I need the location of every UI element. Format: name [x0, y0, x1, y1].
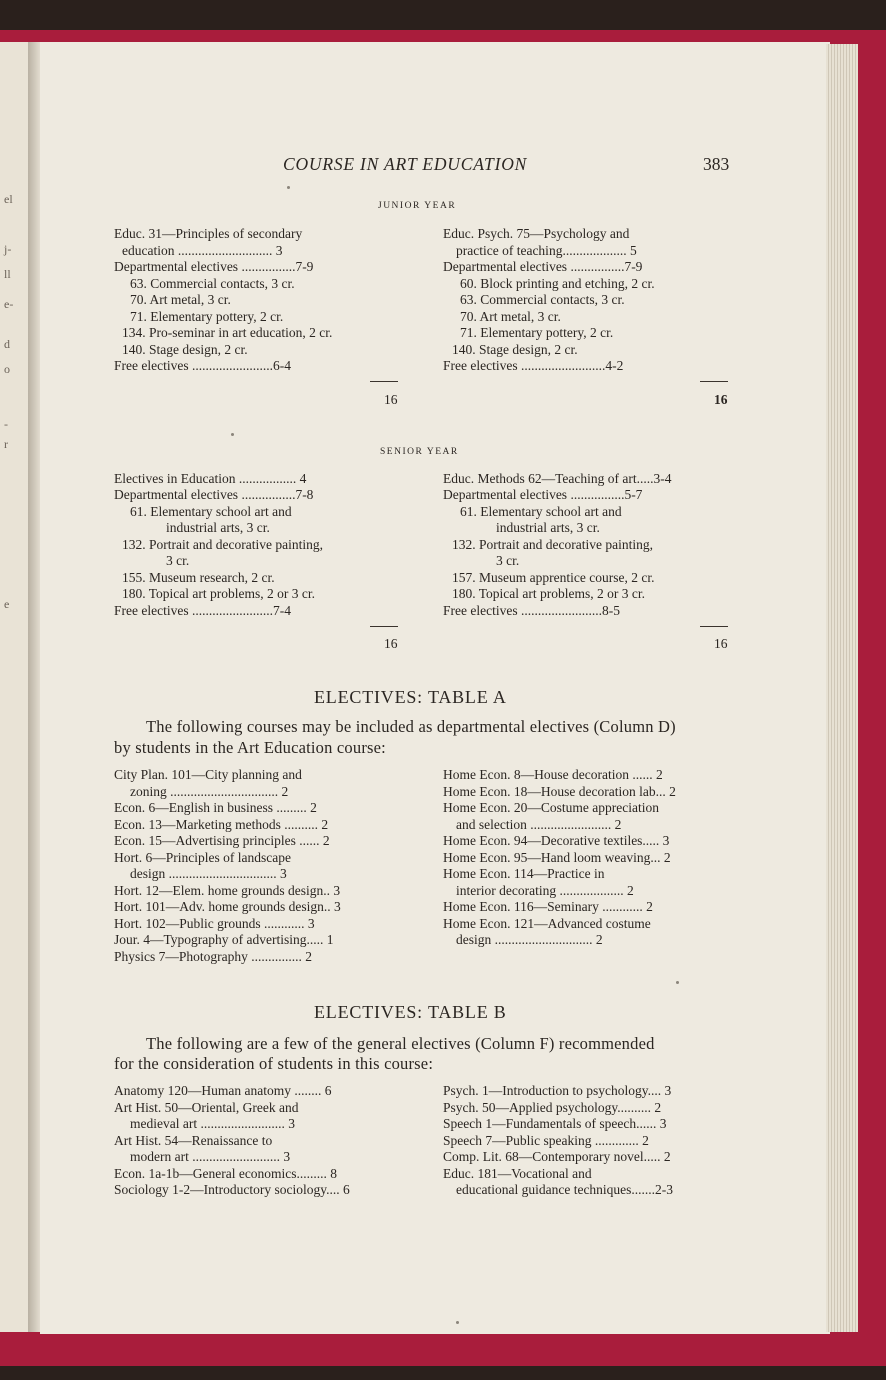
paper-speck: [231, 433, 234, 436]
table-b-left-line: modern art .......................... 3: [130, 1149, 291, 1164]
junior-right-total-rule: [700, 381, 728, 382]
table-a-left-line: Physics 7—Photography ............... 2: [114, 949, 313, 964]
senior-left-line: 61. Elementary school art and: [130, 504, 292, 519]
table-a-left-line: City Plan. 101—City planning and: [114, 767, 302, 782]
junior-left-line: Educ. 31—Principles of secondary: [114, 226, 303, 241]
table-a-right-line: Home Econ. 116—Seminary ............ 2: [443, 899, 653, 914]
senior-left-total-rule: [370, 626, 398, 627]
table-b-left-line: Anatomy 120—Human anatomy ........ 6: [114, 1083, 332, 1098]
junior-left-line: Departmental electives ................7-9: [114, 259, 314, 274]
table-b-left-line: Sociology 1-2—Introductory sociology.... 6: [114, 1182, 350, 1197]
senior-right-line: 157. Museum apprentice course, 2 cr.: [452, 570, 655, 585]
scan-background: [0, 0, 886, 30]
table-a-left-line: Hort. 6—Principles of landscape: [114, 850, 291, 865]
junior-left-line: 71. Elementary pottery, 2 cr.: [130, 309, 284, 324]
senior-right-line: Educ. Methods 62—Teaching of art.....3-4: [443, 471, 672, 486]
table-a-left-line: Econ. 13—Marketing methods .......... 2: [114, 817, 329, 832]
junior-right-line: 71. Elementary pottery, 2 cr.: [460, 325, 614, 340]
scan-background-bottom: [0, 1366, 886, 1380]
table-a-right-line: Home Econ. 8—House decoration ...... 2: [443, 767, 663, 782]
table-b-left-line: Art Hist. 50—Oriental, Greek and: [114, 1100, 299, 1115]
page-stack-edges: [826, 44, 858, 1332]
table-a-heading: ELECTIVES: TABLE A: [314, 687, 507, 707]
table-a-left-line: zoning ................................ 2: [130, 784, 289, 799]
junior-right-line: Free electives .........................4-2: [443, 358, 624, 373]
table-a-right-line: interior decorating ................... 2: [456, 883, 634, 898]
table-b-right-line: Speech 1—Fundamentals of speech...... 3: [443, 1116, 667, 1131]
table-b-right-line: Comp. Lit. 68—Contemporary novel..... 2: [443, 1149, 671, 1164]
senior-left-line: 3 cr.: [166, 553, 190, 568]
junior-left-total-rule: [370, 381, 398, 382]
junior-left-total: 16: [384, 392, 398, 407]
junior-right-line: 140. Stage design, 2 cr.: [452, 342, 578, 357]
junior-left-line: 134. Pro-seminar in art education, 2 cr.: [122, 325, 333, 340]
junior-left-line: 140. Stage design, 2 cr.: [122, 342, 248, 357]
senior-right-line: industrial arts, 3 cr.: [496, 520, 600, 535]
table-b-left-line: medieval art ......................... 3: [130, 1116, 295, 1131]
table-a-left-line: Jour. 4—Typography of advertising..... 1: [114, 932, 334, 947]
senior-left-line: 155. Museum research, 2 cr.: [122, 570, 275, 585]
junior-right-line: practice of teaching................... 5: [456, 243, 637, 258]
table-a-left-line: Econ. 15—Advertising principles ...... 2: [114, 833, 330, 848]
junior-left-line: 70. Art metal, 3 cr.: [130, 292, 231, 307]
senior-left-line: 132. Portrait and decorative painting,: [122, 537, 323, 552]
senior-right-line: 132. Portrait and decorative painting,: [452, 537, 653, 552]
senior-left-line: Departmental electives ................7-8: [114, 487, 314, 502]
table-a-right-line: Home Econ. 18—House decoration lab... 2: [443, 784, 676, 799]
junior-left-line: education ............................ 3: [122, 243, 283, 258]
table-a-left-line: design ................................ 3: [130, 866, 287, 881]
table-b-intro-line: for the consideration of students in this course:: [114, 1054, 434, 1073]
junior-right-total: 16: [714, 392, 728, 407]
table-b-right-line: Speech 7—Public speaking ............. 2: [443, 1133, 649, 1148]
senior-left-line: industrial arts, 3 cr.: [166, 520, 270, 535]
junior-right-line: Educ. Psych. 75—Psychology and: [443, 226, 630, 241]
senior-right-total-rule: [700, 626, 728, 627]
running-head-title: COURSE IN ART EDUCATION: [283, 154, 528, 174]
senior-left-line: 180. Topical art problems, 2 or 3 cr.: [122, 586, 316, 601]
senior-right-line: 3 cr.: [496, 553, 520, 568]
senior-right-line: Departmental electives ................5-7: [443, 487, 643, 502]
senior-year-heading: SENIOR YEAR: [380, 447, 459, 457]
paper-speck: [676, 981, 679, 984]
previous-page-edge: el j- ll e- d o - r e: [0, 42, 28, 1332]
junior-right-line: Departmental electives ................7-9: [443, 259, 643, 274]
junior-year-heading: JUNIOR YEAR: [378, 201, 457, 211]
senior-left-total: 16: [384, 636, 398, 651]
table-a-intro-line: The following courses may be included as departmental electives (Column D): [146, 717, 676, 736]
table-b-right-line: educational guidance techniques.......2-3: [456, 1182, 674, 1197]
paper-speck: [287, 186, 290, 189]
table-a-right-line: Home Econ. 20—Costume appreciation: [443, 800, 659, 815]
table-a-right-line: Home Econ. 121—Advanced costume: [443, 916, 651, 931]
table-a-right-line: and selection ........................ 2: [456, 817, 622, 832]
senior-left-line: Electives in Education ................. 4: [114, 471, 307, 486]
table-b-right-line: Educ. 181—Vocational and: [443, 1166, 592, 1181]
paper-speck: [456, 1321, 459, 1324]
table-b-heading: ELECTIVES: TABLE B: [314, 1002, 507, 1022]
junior-left-line: 63. Commercial contacts, 3 cr.: [130, 276, 295, 291]
table-a-left-line: Econ. 6—English in business ......... 2: [114, 800, 317, 815]
table-a-right-line: Home Econ. 114—Practice in: [443, 866, 605, 881]
table-a-right-line: Home Econ. 94—Decorative textiles..... 3: [443, 833, 670, 848]
table-b-right-line: Psych. 1—Introduction to psychology.... 3: [443, 1083, 672, 1098]
page-gutter-shadow: [28, 42, 40, 1332]
table-a-left-line: Hort. 12—Elem. home grounds design.. 3: [114, 883, 341, 898]
table-b-right-line: Psych. 50—Applied psychology.......... 2: [443, 1100, 662, 1115]
table-a-intro-line: by students in the Art Education course:: [114, 738, 386, 757]
senior-right-total: 16: [714, 636, 728, 651]
senior-left-line: Free electives ........................7-4: [114, 603, 291, 618]
senior-right-line: 61. Elementary school art and: [460, 504, 622, 519]
table-a-left-line: Hort. 102—Public grounds ............ 3: [114, 916, 315, 931]
junior-left-line: Free electives ........................6-4: [114, 358, 291, 373]
table-a-right-line: design ............................. 2: [456, 932, 603, 947]
senior-right-line: Free electives ........................8-5: [443, 603, 620, 618]
page-number: 383: [703, 154, 730, 174]
junior-right-line: 70. Art metal, 3 cr.: [460, 309, 561, 324]
junior-right-line: 63. Commercial contacts, 3 cr.: [460, 292, 625, 307]
table-b-left-line: Econ. 1a-1b—General economics......... 8: [114, 1166, 338, 1181]
table-a-left-line: Hort. 101—Adv. home grounds design.. 3: [114, 899, 341, 914]
table-b-intro-line: The following are a few of the general electives (Column F) recommended: [146, 1034, 655, 1053]
junior-right-line: 60. Block printing and etching, 2 cr.: [460, 276, 655, 291]
table-b-left-line: Art Hist. 54—Renaissance to: [114, 1133, 273, 1148]
senior-right-line: 180. Topical art problems, 2 or 3 cr.: [452, 586, 646, 601]
table-a-right-line: Home Econ. 95—Hand loom weaving... 2: [443, 850, 671, 865]
